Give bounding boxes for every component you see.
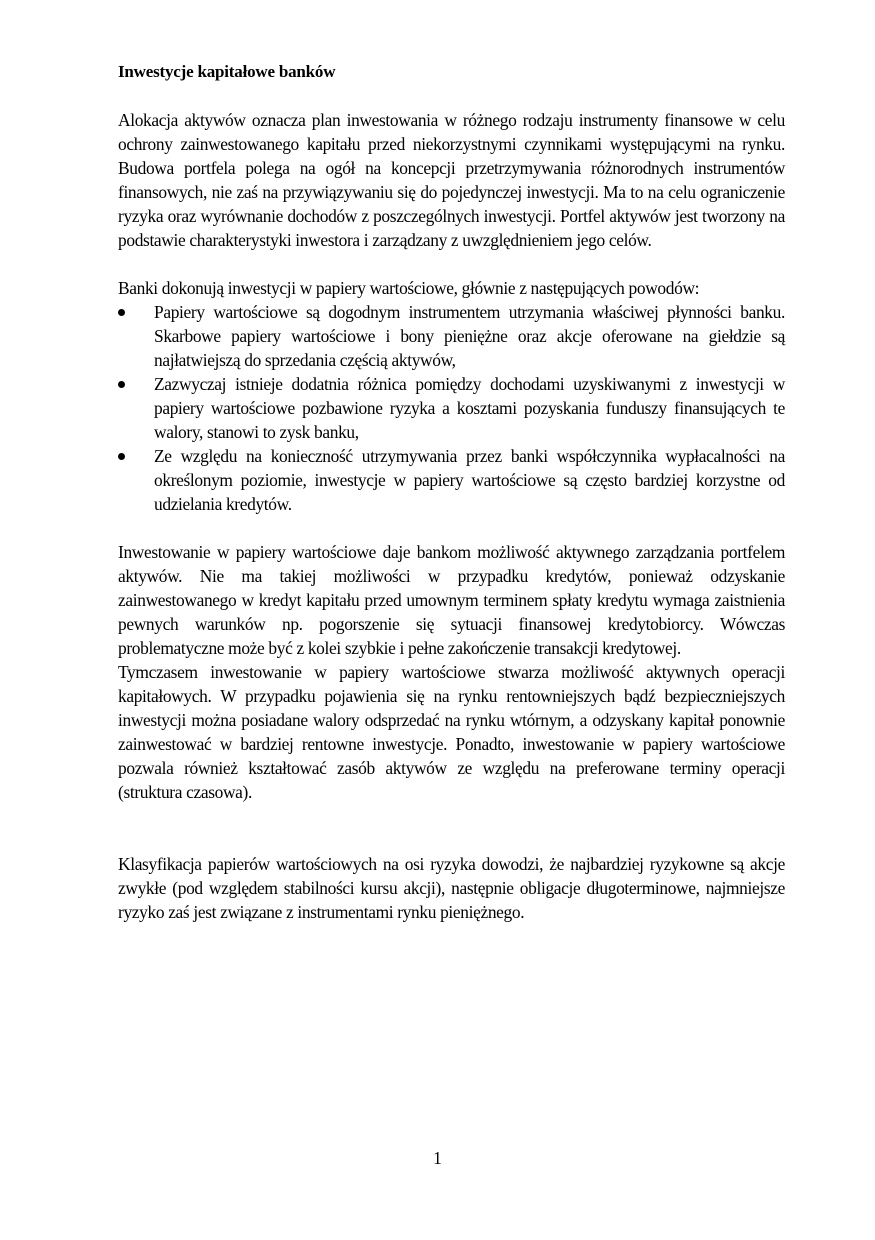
bullet-icon: [118, 309, 125, 316]
list-item: [118, 444, 785, 516]
list-item: [118, 300, 785, 372]
list-item: [118, 372, 785, 444]
paragraph-asset-allocation: Alokacja aktywów oznacza plan inwestowania w różnego rodzaju instrumenty finansowe w celu ochrony zainwestowanego kapitału przed niekorzystnymi czynnikami występującymi na rynku. Budowa portfela polega na ogół na koncepcji przetrzymywania różnorodnych instrumentów finansowych, nie zaś na przywiązywaniu się do pojedynczej inwestycji. Ma to na celu ograniczenie ryzyka oraz wyrównanie dochodów z poszczególnych inwestycji. Portfel aktywów jest tworzony na podstawie charakterystyki inwestora i zarządzany z uwzględnieniem jego celów.: [118, 110, 785, 250]
paragraph-capital-operations: Tymczasem inwestowanie w papiery wartościowe stwarza możliwość aktywnych operacji kapitałowych. W przypadku pojawienia się na rynku rentowniejszych bądź bezpieczniejszych inwestycji można posiadane walory odsprzedać na rynku wtórnym, a odzyskany kapitał ponownie zainwestować w bardziej rentowne inwestycje. Ponadto, inwestowanie w papiery wartościowe pozwala również kształtować zasób aktywów ze względu na preferowane terminy operacji (struktura czasowa).: [118, 662, 785, 802]
list-item-text: Zazwyczaj istnieje dodatnia różnica pomiędzy dochodami uzyskiwanymi z inwestycji w papiery wartościowe pozbawione ryzyka a kosztami pozyskania funduszy finansujących te walory, stanowi to zysk banku,: [154, 374, 785, 442]
bullet-icon: [118, 453, 125, 460]
paragraph-active-management: Inwestowanie w papiery wartościowe daje bankom możliwość aktywnego zarządzania portfelem aktywów. Nie ma takiej możliwości w przypadku kredytów, ponieważ odzyskanie zainwestowanego w kredyt kapitału przed umownym terminem spłaty kredytu wymaga zaistnienia pewnych warunków np. pogorszenie się sytuacji finansowej kredytobiorcy. Wówczas problematyczne może być z kolei szybkie i pełne zakończenie transakcji kredytowej.: [118, 542, 785, 658]
paragraph-bank-reasons-intro: Banki dokonują inwestycji w papiery wartościowe, głównie z następujących powodów:: [118, 278, 700, 298]
page-number: 1: [433, 1148, 442, 1168]
list-item-text: Papiery wartościowe są dogodnym instrumentem utrzymania właściwej płynności banku. Skarbowe papiery wartościowe i bony pieniężne oraz akcje oferowane na giełdzie są najłatwiejszą do sprzedania częścią aktywów,: [154, 302, 785, 370]
reasons-list: [118, 300, 785, 516]
document-title: Inwestycje kapitałowe banków: [118, 62, 336, 81]
list-item-text: Ze względu na konieczność utrzymywania przez banki współczynnika wypłacalności na określonym poziomie, inwestycje w papiery wartościowe są często bardziej korzystne od udzielania kredytów.: [154, 446, 785, 514]
bullet-icon: [118, 381, 125, 388]
spacer: [118, 804, 785, 852]
document-page: [118, 60, 785, 924]
spacer: [118, 516, 785, 540]
paragraph-risk-classification: Klasyfikacja papierów wartościowych na osi ryzyka dowodzi, że najbardziej ryzykowne są akcje zwykłe (pod względem stabilności kursu akcji), następnie obligacje długoterminowe, najmniejsze ryzyko zaś jest związane z instrumentami rynku pieniężnego.: [118, 854, 785, 922]
spacer: [118, 252, 785, 276]
